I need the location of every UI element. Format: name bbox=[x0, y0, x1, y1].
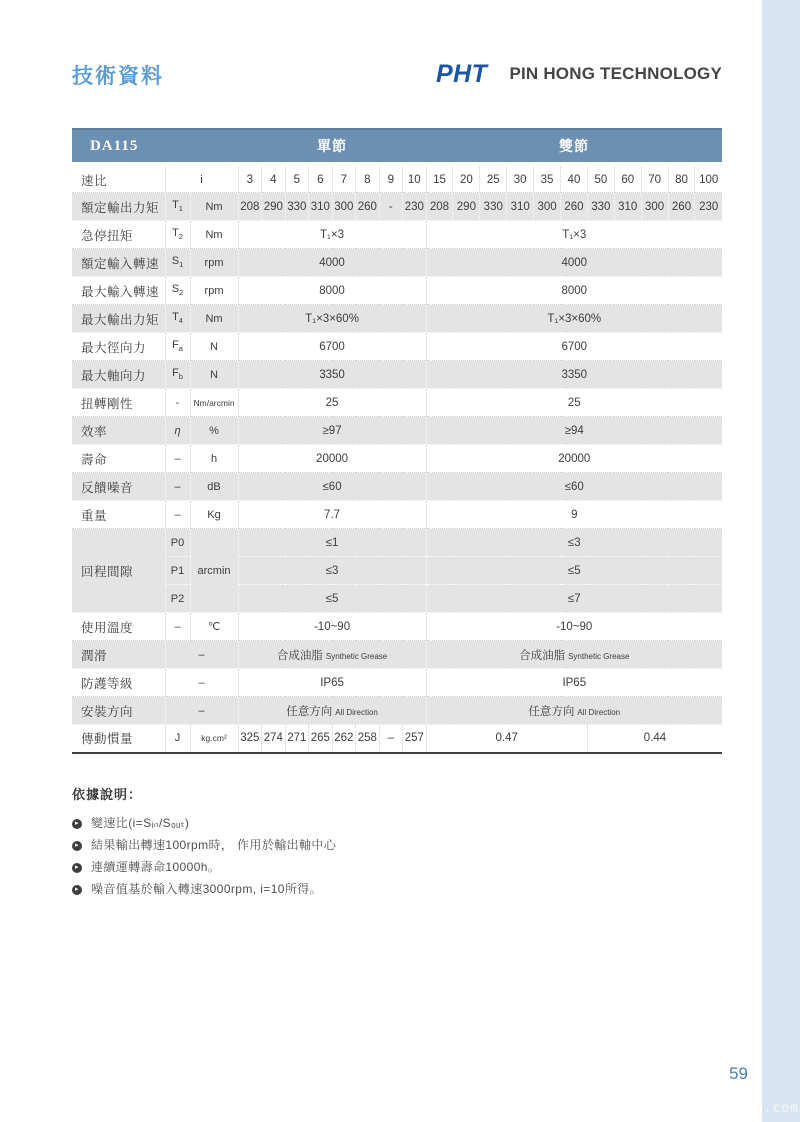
table-row bbox=[72, 697, 722, 725]
spec-cell: 271 bbox=[285, 725, 309, 753]
row-label: 回程間隙 bbox=[72, 529, 165, 613]
spec-cell: 8 bbox=[356, 165, 380, 193]
spec-cell: 25 bbox=[426, 389, 722, 417]
spec-cell: 230 bbox=[695, 193, 722, 221]
table-row bbox=[72, 725, 722, 753]
table-row bbox=[72, 193, 722, 221]
spec-cell: $F_b$ bbox=[165, 361, 190, 389]
row-label: 反饋噪音 bbox=[72, 473, 165, 501]
table-row bbox=[72, 361, 722, 389]
spec-cell: $F_a$ bbox=[165, 333, 190, 361]
table-row bbox=[72, 669, 722, 697]
spec-cell: i bbox=[165, 165, 238, 193]
spec-cell: – bbox=[165, 445, 190, 473]
brand-abbr: PHT bbox=[435, 59, 488, 88]
spec-cell: h bbox=[190, 445, 238, 473]
spec-cell: ≤5 bbox=[426, 557, 722, 585]
spec-cell: rpm bbox=[190, 277, 238, 305]
spec-cell: ≤5 bbox=[238, 585, 426, 613]
spec-cell: $T_1$ bbox=[165, 193, 190, 221]
spec-cell: – bbox=[165, 697, 238, 725]
spec-cell: 310 bbox=[309, 193, 333, 221]
table-row bbox=[72, 529, 722, 557]
spec-cell: ≤1 bbox=[238, 529, 426, 557]
side-strip bbox=[762, 0, 800, 1122]
table-row bbox=[72, 249, 722, 277]
note-text: 噪音值基於輸入轉速3000rpm, i=10所得。 bbox=[91, 882, 323, 896]
spec-cell: η bbox=[165, 417, 190, 445]
spec-cell: 208 bbox=[238, 193, 262, 221]
spec-cell: 3350 bbox=[426, 361, 722, 389]
spec-cell: % bbox=[190, 417, 238, 445]
spec-cell: 4 bbox=[262, 165, 286, 193]
spec-cell: $T_4$ bbox=[165, 305, 190, 333]
spec-cell: 7.7 bbox=[238, 501, 426, 529]
note-text: 變速比(i=Sᵢₙ/Sₒᵤₜ) bbox=[91, 816, 190, 830]
spec-cell: T₁×3 bbox=[426, 221, 722, 249]
spec-cell: 10 bbox=[403, 165, 427, 193]
spec-cell: IP65 bbox=[238, 669, 426, 697]
spec-cell: - bbox=[379, 193, 403, 221]
spec-cell: 3350 bbox=[238, 361, 426, 389]
table-row bbox=[72, 277, 722, 305]
arrow-circle-icon bbox=[72, 885, 82, 895]
brand-logo bbox=[435, 58, 722, 90]
watermark: i.com bbox=[754, 1101, 799, 1116]
spec-cell: 7 bbox=[332, 165, 356, 193]
spec-cell: dB bbox=[190, 473, 238, 501]
row-label: 扭轉剛性 bbox=[72, 389, 165, 417]
double-stage-header: 雙節 bbox=[426, 129, 722, 165]
note-text: 結果輸出轉速100rpm時， 作用於輸出軸中心 bbox=[91, 838, 337, 852]
table-header-row bbox=[72, 129, 722, 165]
spec-cell: – bbox=[165, 473, 190, 501]
spec-cell: 25 bbox=[238, 389, 426, 417]
table-row bbox=[72, 333, 722, 361]
spec-cell: 258 bbox=[356, 725, 380, 753]
spec-cell: 100 bbox=[695, 165, 722, 193]
spec-cell: $S_1$ bbox=[165, 249, 190, 277]
spec-cell: ≤7 bbox=[426, 585, 722, 613]
spec-cell: 260 bbox=[668, 193, 695, 221]
spec-cell: kg.cm² bbox=[190, 725, 238, 753]
spec-cell: ≥97 bbox=[238, 417, 426, 445]
table-row bbox=[72, 613, 722, 641]
spec-cell: 310 bbox=[507, 193, 534, 221]
page-title: 技術資料 bbox=[72, 65, 164, 88]
spec-cell: 330 bbox=[587, 193, 614, 221]
spec-table-body bbox=[72, 165, 722, 753]
spec-cell: 15 bbox=[426, 165, 453, 193]
spec-cell: 310 bbox=[614, 193, 641, 221]
spec-cell: 300 bbox=[641, 193, 668, 221]
spec-cell: Nm bbox=[190, 221, 238, 249]
row-label: 防護等級 bbox=[72, 669, 165, 697]
notes-heading: 依據說明： bbox=[72, 787, 143, 802]
spec-cell: 3 bbox=[238, 165, 262, 193]
row-label: 重量 bbox=[72, 501, 165, 529]
spec-table bbox=[72, 128, 722, 754]
spec-cell: 20000 bbox=[238, 445, 426, 473]
spec-cell: $T_2$ bbox=[165, 221, 190, 249]
spec-cell: - bbox=[165, 389, 190, 417]
row-label: 速比 bbox=[72, 165, 165, 193]
row-label: 額定輸入轉速 bbox=[72, 249, 165, 277]
page-number: 59 bbox=[729, 1064, 748, 1083]
spec-cell: 265 bbox=[309, 725, 333, 753]
spec-cell: P0 bbox=[165, 529, 190, 557]
spec-cell: 20 bbox=[453, 165, 480, 193]
spec-cell: $S_2$ bbox=[165, 277, 190, 305]
spec-cell: 8000 bbox=[238, 277, 426, 305]
row-label: 安裝方向 bbox=[72, 697, 165, 725]
spec-cell: 330 bbox=[285, 193, 309, 221]
spec-cell: – bbox=[165, 641, 238, 669]
spec-cell: N bbox=[190, 333, 238, 361]
table-row bbox=[72, 641, 722, 669]
spec-cell: 合成油脂 Synthetic Grease bbox=[426, 641, 722, 669]
row-label: 最大徑向力 bbox=[72, 333, 165, 361]
spec-cell: 262 bbox=[332, 725, 356, 753]
arrow-circle-icon bbox=[72, 841, 82, 851]
spec-cell: – bbox=[379, 725, 403, 753]
spec-cell: 0.44 bbox=[587, 725, 722, 753]
spec-cell: J bbox=[165, 725, 190, 753]
note-item bbox=[72, 861, 692, 874]
spec-cell: 6 bbox=[309, 165, 333, 193]
spec-cell: Nm bbox=[190, 193, 238, 221]
spec-cell: 4000 bbox=[238, 249, 426, 277]
brand-name: PIN HONG TECHNOLOGY bbox=[509, 64, 722, 83]
spec-cell: ≤60 bbox=[238, 473, 426, 501]
table-row bbox=[72, 389, 722, 417]
spec-cell: T₁×3 bbox=[238, 221, 426, 249]
spec-cell: Nm/arcmin bbox=[190, 389, 238, 417]
spec-cell: 任意方向 All Direction bbox=[238, 697, 426, 725]
note-text: 連續運轉壽命10000h。 bbox=[91, 860, 221, 874]
note-item bbox=[72, 883, 692, 896]
model-header: DA115 bbox=[72, 129, 238, 165]
spec-cell: ≥94 bbox=[426, 417, 722, 445]
spec-cell: 25 bbox=[480, 165, 507, 193]
single-stage-header: 單節 bbox=[238, 129, 426, 165]
spec-cell: 300 bbox=[534, 193, 561, 221]
spec-cell: T₁×3×60% bbox=[238, 305, 426, 333]
spec-cell: ≤60 bbox=[426, 473, 722, 501]
spec-cell: 40 bbox=[561, 165, 588, 193]
table-row bbox=[72, 221, 722, 249]
table-row bbox=[72, 501, 722, 529]
row-label: 效率 bbox=[72, 417, 165, 445]
spec-cell: 260 bbox=[356, 193, 380, 221]
spec-cell: 80 bbox=[668, 165, 695, 193]
table-row bbox=[72, 165, 722, 193]
arrow-circle-icon bbox=[72, 819, 82, 829]
spec-cell: ℃ bbox=[190, 613, 238, 641]
spec-cell: 20000 bbox=[426, 445, 722, 473]
spec-cell: – bbox=[165, 501, 190, 529]
note-item bbox=[72, 817, 692, 830]
row-label: 傳動慣量 bbox=[72, 725, 165, 753]
spec-cell: 325 bbox=[238, 725, 262, 753]
row-label: 潤滑 bbox=[72, 641, 165, 669]
table-row bbox=[72, 473, 722, 501]
spec-cell: -10~90 bbox=[238, 613, 426, 641]
table-row bbox=[72, 305, 722, 333]
row-label: 最大輸入轉速 bbox=[72, 277, 165, 305]
spec-cell: 9 bbox=[426, 501, 722, 529]
row-label: 使用溫度 bbox=[72, 613, 165, 641]
arrow-circle-icon bbox=[72, 863, 82, 873]
note-item bbox=[72, 839, 692, 852]
notes-section bbox=[72, 784, 692, 905]
table-row bbox=[72, 585, 722, 613]
spec-cell: 6700 bbox=[426, 333, 722, 361]
spec-cell: ≤3 bbox=[426, 529, 722, 557]
spec-cell: P2 bbox=[165, 585, 190, 613]
spec-cell: 0.47 bbox=[426, 725, 587, 753]
spec-cell: 274 bbox=[262, 725, 286, 753]
spec-cell: rpm bbox=[190, 249, 238, 277]
spec-cell: arcmin bbox=[190, 529, 238, 613]
spec-cell: – bbox=[165, 669, 238, 697]
spec-cell: 8000 bbox=[426, 277, 722, 305]
spec-cell: 257 bbox=[403, 725, 427, 753]
spec-cell: T₁×3×60% bbox=[426, 305, 722, 333]
spec-cell: N bbox=[190, 361, 238, 389]
spec-cell: 70 bbox=[641, 165, 668, 193]
spec-cell: 290 bbox=[262, 193, 286, 221]
spec-cell: 4000 bbox=[426, 249, 722, 277]
row-label: 急停扭矩 bbox=[72, 221, 165, 249]
spec-cell: 208 bbox=[426, 193, 453, 221]
spec-cell: 330 bbox=[480, 193, 507, 221]
table-row bbox=[72, 557, 722, 585]
spec-cell: 合成油脂 Synthetic Grease bbox=[238, 641, 426, 669]
spec-cell: -10~90 bbox=[426, 613, 722, 641]
spec-cell: 290 bbox=[453, 193, 480, 221]
spec-cell: 300 bbox=[332, 193, 356, 221]
row-label: 最大輸出力矩 bbox=[72, 305, 165, 333]
row-label: 壽命 bbox=[72, 445, 165, 473]
spec-cell: 230 bbox=[403, 193, 427, 221]
spec-cell: Kg bbox=[190, 501, 238, 529]
spec-cell: 60 bbox=[614, 165, 641, 193]
spec-cell: 任意方向 All Direction bbox=[426, 697, 722, 725]
spec-cell: IP65 bbox=[426, 669, 722, 697]
spec-cell: – bbox=[165, 613, 190, 641]
spec-cell: 6700 bbox=[238, 333, 426, 361]
spec-cell: 5 bbox=[285, 165, 309, 193]
row-label: 額定輸出力矩 bbox=[72, 193, 165, 221]
row-label: 最大軸向力 bbox=[72, 361, 165, 389]
spec-cell: 30 bbox=[507, 165, 534, 193]
spec-cell: 35 bbox=[534, 165, 561, 193]
table-row bbox=[72, 417, 722, 445]
spec-cell: Nm bbox=[190, 305, 238, 333]
notes-list bbox=[72, 817, 692, 896]
spec-cell: 9 bbox=[379, 165, 403, 193]
spec-cell: 50 bbox=[587, 165, 614, 193]
spec-cell: ≤3 bbox=[238, 557, 426, 585]
spec-cell: 260 bbox=[561, 193, 588, 221]
table-row bbox=[72, 445, 722, 473]
spec-cell: P1 bbox=[165, 557, 190, 585]
